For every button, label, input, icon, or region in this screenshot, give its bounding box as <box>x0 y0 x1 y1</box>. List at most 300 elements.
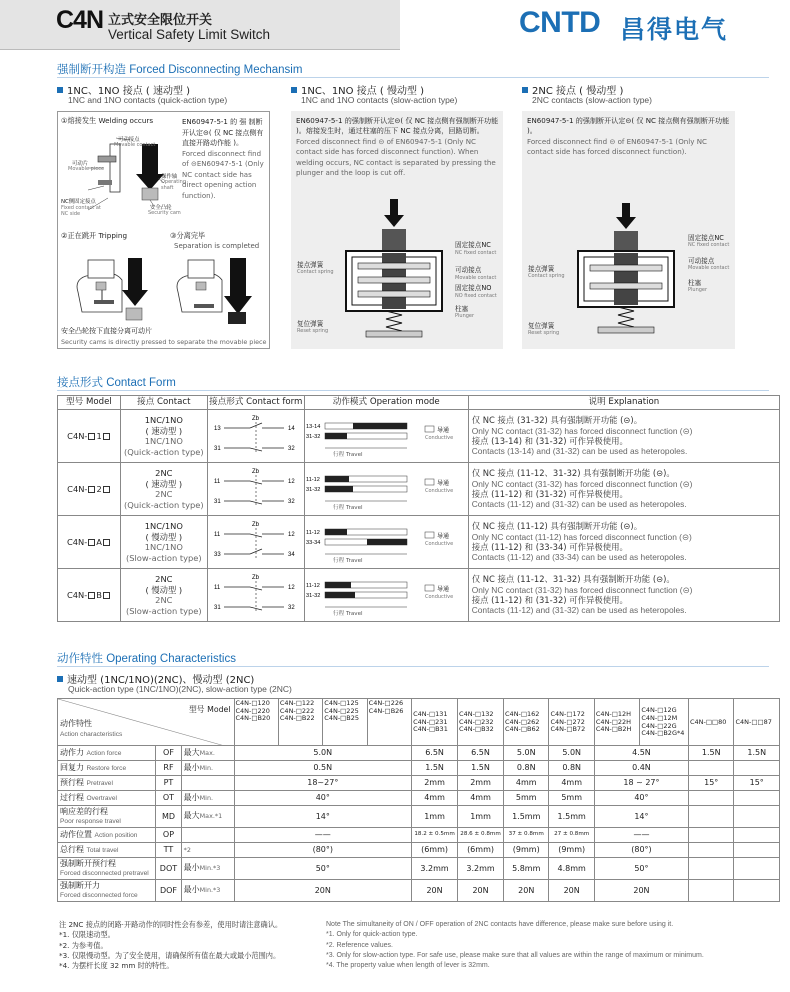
model-code: C4N-□□80 <box>690 717 727 726</box>
checkbox-icon <box>88 539 95 546</box>
limit-cn: 最小 <box>183 885 200 895</box>
header-corner <box>58 699 235 746</box>
operation-mode-cell <box>304 516 468 569</box>
model-code: C4N-□B72 <box>550 725 586 734</box>
operation-mode-chart <box>305 570 467 620</box>
value-cell: 20N <box>458 880 504 902</box>
contact-line: 1NC/1NO <box>144 415 183 425</box>
model-group-header <box>549 699 594 746</box>
char-cn: 动作位置 <box>60 829 92 839</box>
model-group-header <box>234 699 412 746</box>
limit-en: Min. <box>199 793 214 802</box>
col2-title: 1NC、1NO 接点 ( 慢动型 ) <box>291 82 424 97</box>
model-code: C4N-□232 <box>459 717 494 726</box>
explanation-line: Contacts (11-12) and (31-32) can be used as heteropoles. <box>471 605 687 616</box>
value-cell: 50° <box>594 858 688 880</box>
terminal-label: 14 <box>287 426 295 432</box>
characteristic-name <box>58 858 156 880</box>
operation-mode-cell <box>304 410 468 463</box>
value-cell: 3.2mm <box>412 858 458 880</box>
slow-action-1nc1no-diagram <box>336 199 456 347</box>
limit-cell <box>181 858 234 880</box>
label-shaft: 操作轴 <box>161 174 178 180</box>
model-code: C4N-□12G <box>641 706 677 715</box>
terminal-label: 34 <box>287 552 295 558</box>
value-cell: 6.5N <box>412 746 458 761</box>
col-header: 说明 Explanation <box>468 396 779 410</box>
explanation-line: Contacts (13-14) and (31-32) can be used as heteropoles. <box>471 446 688 457</box>
checkbox-icon <box>88 433 95 440</box>
table-row <box>58 410 780 463</box>
operation-mode-chart <box>305 517 467 567</box>
char-label-en: Action characteristics <box>60 731 123 738</box>
table-row <box>58 761 780 776</box>
legend-swatch <box>425 532 434 538</box>
model-code: C4N-□B31 <box>413 725 448 734</box>
model-code: C4N-□22G <box>641 721 677 730</box>
note-line: *4. 为摆杆长度 32 mm 时的特性。 <box>59 961 174 971</box>
checkbox-icon <box>88 486 95 493</box>
model-group <box>368 699 411 745</box>
operation-pair-label: 11-12 <box>305 530 320 536</box>
model-group <box>235 699 279 745</box>
c2-label-plunger: 柱塞 <box>455 305 469 313</box>
contact-symbol <box>210 520 302 564</box>
table-row <box>58 828 780 843</box>
char-cn: 预行程 <box>60 777 84 787</box>
notes-cn <box>59 920 319 971</box>
c3-label-movable: 可动接点 <box>688 257 715 265</box>
travel-label: 行程 Travel <box>332 505 363 511</box>
char-code: DOF <box>156 880 181 902</box>
model-prefix: C4N- <box>67 483 88 494</box>
explanation-cell <box>468 463 779 516</box>
value-cell: 20N <box>412 880 458 902</box>
contact-symbol <box>210 414 302 458</box>
limit-cn: 最大 <box>183 747 200 757</box>
value-cell <box>689 806 734 828</box>
terminal-label: Zb <box>251 416 259 422</box>
explanation-line: Contacts (11-12) and (31-32) can be used as heteropoles. <box>471 499 687 510</box>
terminal-label: 11 <box>213 479 220 485</box>
contact-cell <box>120 569 207 622</box>
model-prefix: C4N- <box>67 430 88 441</box>
checkbox-icon <box>88 592 95 599</box>
value-cell: 1mm <box>412 806 458 828</box>
label-movable-contact-en: Movable contact <box>114 142 156 148</box>
model-code: C4N-□225 <box>324 706 359 715</box>
char-code: DOT <box>156 858 181 880</box>
model-digit: 1 <box>96 430 102 441</box>
legend-label-en: Conductive <box>424 435 453 441</box>
explanation-line: Contacts (11-12) and (33-34) can be used as heteropoles. <box>471 552 687 563</box>
contact-line: 2NC <box>155 595 173 605</box>
step3-label: ③分离完毕 <box>170 231 206 240</box>
value-cell: (6mm) <box>458 843 504 858</box>
value-cell: 0.8N <box>549 761 594 776</box>
char-cn: 总行程 <box>60 844 84 854</box>
value-cell: 1.5N <box>734 746 780 761</box>
value-cell: 0.8N <box>504 761 549 776</box>
model-code: C4N-□B25 <box>324 714 360 723</box>
title-cn: 立式安全限位开关 <box>108 13 213 28</box>
operation-bar-on <box>325 529 347 535</box>
contact-line: 2NC <box>155 468 173 478</box>
col-header: 型号 Model <box>58 396 121 410</box>
operation-bar-on <box>325 592 355 598</box>
value-cell: 5mm <box>504 791 549 806</box>
model-cell <box>58 463 121 516</box>
contact-form-table <box>57 395 780 622</box>
limit-cn: 最小 <box>183 792 200 802</box>
c2-label-spring: 接点弹簧 <box>297 261 324 269</box>
value-cell: 50° <box>234 858 412 880</box>
value-cell: 14° <box>594 806 688 828</box>
operation-pair-label: 33-34 <box>305 540 321 546</box>
terminal-label: Zb <box>251 575 259 581</box>
explanation-line: Only NC contact (11-12) has forced disconnect function (⊝) <box>471 531 692 542</box>
model-code: C4N-□B62 <box>505 725 540 734</box>
model-cell <box>58 516 121 569</box>
model-code: C4N-□120 <box>235 699 270 707</box>
col3-title: 2NC 接点 ( 慢动型 ) <box>522 82 623 97</box>
value-cell: 6.5N <box>458 746 504 761</box>
operation-pair-label: 31-32 <box>305 434 321 440</box>
model-code: C4N-□131 <box>413 710 448 719</box>
slow-action-diagram-panel <box>291 111 503 349</box>
char-en: Forced disconnected force <box>60 891 138 899</box>
value-cell: 20N <box>594 880 688 902</box>
value-cell <box>734 858 780 880</box>
terminal-label: 12 <box>287 585 295 591</box>
terminal-label: 31 <box>213 499 221 505</box>
limit-cell <box>181 828 234 843</box>
terminal-label: 32 <box>287 499 295 505</box>
model-code: C4N-□272 <box>550 717 585 726</box>
model-group <box>279 699 323 745</box>
limit-cell <box>181 776 234 791</box>
contact-line: ( 速动型 ) <box>145 478 183 489</box>
char-en: Action position <box>94 831 138 839</box>
step3-label-en: Separation is completed <box>174 242 260 250</box>
char-code: OF <box>156 746 181 761</box>
model-cell <box>58 410 121 463</box>
c3-label-nc-en: NC fixed contact <box>688 242 730 248</box>
title-en: Vertical Safety Limit Switch <box>108 27 271 42</box>
value-cell: 5.0N <box>504 746 549 761</box>
note-line: *4. The property value when length of lever is 32mm. <box>326 962 490 970</box>
table-row <box>58 806 780 828</box>
limit-cn: 最小 <box>183 863 200 873</box>
operation-mode-chart <box>305 411 467 461</box>
model-code: C4N-□262 <box>505 717 540 726</box>
value-cell: (80°) <box>234 843 412 858</box>
c2-label-no: 固定接点NO <box>455 284 492 292</box>
table-header-row <box>58 699 780 746</box>
model-code: C4N-□222 <box>279 706 315 715</box>
c2-label-nc-en: NC fixed contact <box>455 250 497 256</box>
c3-label-spring-en: Contact spring <box>528 273 565 279</box>
label-movable-piece: 可动片 <box>72 161 89 167</box>
value-cell <box>689 828 734 843</box>
contact-cell <box>120 516 207 569</box>
terminal-label: 32 <box>287 446 295 452</box>
char-en: Poor response travel <box>60 817 121 825</box>
model-code: C4N <box>56 6 104 34</box>
terminal-label: Zb <box>251 469 259 475</box>
char-cn: 动作力 <box>60 747 84 757</box>
value-cell <box>689 843 734 858</box>
model-digit: A <box>96 536 102 547</box>
operation-bar-on <box>325 433 347 439</box>
table-row <box>58 791 780 806</box>
limit-cn: 最小 <box>183 762 200 772</box>
value-cell: 4mm <box>412 791 458 806</box>
value-cell: (6mm) <box>412 843 458 858</box>
char-cn: 回复力 <box>60 762 84 772</box>
explanation-cell <box>468 569 779 622</box>
characteristic-name <box>58 828 156 843</box>
value-cell: —— <box>594 828 688 843</box>
terminal-label: 11 <box>213 532 220 538</box>
note-line: 注 2NC 接点的闭路·开路动作的同时性会有参差，使用时请注意确认。 <box>59 920 283 929</box>
col1-text: EN60947-5-1 的 强 制断开认定⊝( 仅 NC 接点侧有直接开路动作能 )。 Forced disconnect find of ⊝EN60947-5-1 (Only NC contact side has direct opening action function). <box>182 118 264 200</box>
contact-cell <box>120 410 207 463</box>
table-row <box>58 776 780 791</box>
col3-text: EN60947-5-1 的强制断开认定⊝( 仅 NC 接点侧有强制断开功能 )。 Forced disconnect find ⊝ of EN60947-5-1 (Only NC contact side has forced disconnect function). <box>527 116 730 157</box>
operation-bar-on <box>367 539 407 545</box>
value-cell: 0.4N <box>594 761 688 776</box>
c3-label-movable-en: Movable contact <box>688 265 730 271</box>
travel-label: 行程 Travel <box>332 452 363 458</box>
char-en: Forced disconnected pretravel <box>60 869 149 877</box>
contact-line: (Quick-action type) <box>124 499 204 510</box>
char-en: Action force <box>86 749 122 757</box>
table-row <box>58 880 780 902</box>
legend-label: 导通 <box>436 533 449 540</box>
value-cell: 1mm <box>458 806 504 828</box>
model-code: C4N-□B26 <box>368 706 404 715</box>
limit-cell <box>181 791 234 806</box>
value-cell: 1.5mm <box>549 806 594 828</box>
col2-text: EN60947-5-1 的强制断开认定⊝( 仅 NC 接点侧有强制断开功能 )。熔接发生时，通过柱塞的压下 NC 接点分离，回路切断。 Forced disconnect find ⊝ of EN60947-5-1 (Only NC contact side has forced disconnect function). When welding occurs, NC contact is separated by pressing the plunger and the loop is cut off. <box>296 116 499 178</box>
value-cell: —— <box>234 828 412 843</box>
model-code: C4N-□220 <box>235 706 270 715</box>
char-cn: 强制断开预行程 <box>60 858 116 868</box>
characteristic-name <box>58 843 156 858</box>
brand-logo: CNTD <box>519 6 601 39</box>
legend-swatch <box>425 426 434 432</box>
step2-label: ②正在跳开 Tripping <box>61 231 128 240</box>
model-code: C4N-□226 <box>368 699 404 707</box>
operation-bar-on <box>325 582 351 588</box>
characteristic-name <box>58 806 156 828</box>
note-line: *2. Reference values. <box>326 941 393 949</box>
value-cell: 4mm <box>549 776 594 791</box>
value-cell: 15° <box>734 776 780 791</box>
char-en: Overtravel <box>86 794 117 802</box>
col-header: 动作模式 Operation mode <box>304 396 468 410</box>
explanation-line: 接点 (11-12) 和 (31-32) 可作异极使用。 <box>471 595 628 605</box>
value-cell: (9mm) <box>549 843 594 858</box>
terminal-label: Zb <box>251 522 259 528</box>
table-row <box>58 463 780 516</box>
c2-label-reset: 复位弹簧 <box>297 320 324 328</box>
model-digit: 2 <box>96 483 102 494</box>
foot-en: Security cams is directly pressed to separate the movable piece <box>61 338 267 346</box>
terminal-label: 31 <box>213 605 221 611</box>
col3-title-en: 2NC contacts (slow-action type) <box>532 95 652 105</box>
contact-line: ( 慢动型 ) <box>145 584 183 595</box>
operation-bar-on <box>325 476 349 482</box>
limit-cell <box>181 843 234 858</box>
value-cell <box>734 880 780 902</box>
explanation-line: 仅 NC 接点 (11-12) 具有强制断开功能 (⊝)。 <box>471 521 643 532</box>
terminal-label: 33 <box>213 552 221 558</box>
char-code: TT <box>156 843 181 858</box>
value-cell: 40° <box>234 791 412 806</box>
model-code: C4N-□231 <box>413 717 448 726</box>
char-en: Pretravel <box>86 779 113 787</box>
table-row <box>58 858 780 880</box>
explanation-line: 仅 NC 接点 (11-12、31-32) 具有强制断开功能 (⊝)。 <box>471 468 675 479</box>
table-header-row <box>58 396 780 410</box>
model-cell <box>58 569 121 622</box>
c3-label-plunger: 柱塞 <box>688 279 702 287</box>
model-group-header <box>640 699 689 746</box>
legend-swatch <box>425 479 434 485</box>
char-en: Total travel <box>86 846 119 854</box>
limit-cell <box>181 746 234 761</box>
table-row <box>58 746 780 761</box>
model-group-header <box>734 699 780 746</box>
contact-line: (Slow-action type) <box>126 552 202 563</box>
operation-mode-cell <box>304 569 468 622</box>
model-code: C4N-□□87 <box>735 717 772 726</box>
section-title-contact: 接点形式 Contact Form <box>57 375 176 389</box>
terminal-label: 11 <box>213 585 220 591</box>
terminal-label: 12 <box>287 479 295 485</box>
explanation-line: 仅 NC 接点 (11-12、31-32) 具有强制断开功能 (⊝)。 <box>471 574 675 585</box>
col2-title-en: 1NC and 1NO contacts (slow-action type) <box>301 95 458 105</box>
terminal-label: 32 <box>287 605 295 611</box>
page-header <box>0 0 790 50</box>
travel-label: 行程 Travel <box>332 558 363 564</box>
legend-label: 导通 <box>436 586 449 593</box>
table-row <box>58 569 780 622</box>
col-header: 接点 Contact <box>120 396 207 410</box>
c2-label-reset-en: Reset spring <box>297 328 329 334</box>
value-cell: 4mm <box>504 776 549 791</box>
limit-en: *2 <box>183 845 191 854</box>
contact-line: ( 慢动型 ) <box>145 531 183 542</box>
characteristic-name <box>58 880 156 902</box>
label-nc-fixed: NC侧固定接点 <box>61 199 96 205</box>
value-cell: 18~27° <box>234 776 412 791</box>
model-code: C4N-□122 <box>279 699 315 707</box>
terminal-label: 13 <box>213 426 221 432</box>
model-code: C4N-□B32 <box>459 725 494 734</box>
value-cell: 2mm <box>412 776 458 791</box>
contact-symbol <box>210 467 302 511</box>
tripping-diagram <box>66 252 262 327</box>
value-cell: 18.2 ± 0.5mm <box>412 828 458 843</box>
value-cell: 1.5N <box>689 746 734 761</box>
section-title-operating: 动作特性 Operating Characteristics <box>57 651 236 665</box>
model-label: 型号 Model <box>189 705 231 714</box>
operation-pair-label: 31-32 <box>305 487 321 493</box>
contact-line: (Slow-action type) <box>126 605 202 616</box>
char-cn: 响应差的行程 <box>60 806 108 816</box>
value-cell <box>689 880 734 902</box>
char-code: OT <box>156 791 181 806</box>
characteristic-name <box>58 746 156 761</box>
limit-en: Min.*3 <box>199 864 221 873</box>
value-cell: 3.2mm <box>458 858 504 880</box>
char-en: Restore force <box>86 764 127 772</box>
col-header: 接点形式 Contact form <box>207 396 304 410</box>
operating-sub: 速动型 (1NC/1NO)(2NC)、慢动型 (2NC) <box>57 671 254 686</box>
contact-form-cell <box>207 516 304 569</box>
operating-characteristics-table <box>57 698 780 902</box>
char-code: OP <box>156 828 181 843</box>
model-code: C4N-□12H <box>595 710 632 719</box>
value-cell: 20N <box>234 880 412 902</box>
char-cn: 强制断开力 <box>60 880 100 890</box>
model-code: C4N-□172 <box>550 710 585 719</box>
model-code: C4N-□162 <box>505 710 540 719</box>
legend-label: 导通 <box>436 480 449 487</box>
label-cam-en: Security cam <box>148 210 181 216</box>
value-cell: (9mm) <box>504 843 549 858</box>
c2-label-nc: 固定接点NC <box>455 241 491 249</box>
operation-pair-label: 11-12 <box>305 477 320 483</box>
label-nc-fixed-en: Fixed contact at NC side <box>61 205 101 217</box>
model-code: C4N-□12M <box>641 713 678 722</box>
value-cell: 37 ± 0.8mm <box>504 828 549 843</box>
value-cell: 18 ~ 27° <box>594 776 688 791</box>
note-line: *1. Only for quick-action type. <box>326 931 418 939</box>
model-prefix: C4N- <box>66 589 88 600</box>
explanation-line: 仅 NC 接点 (31-32) 具有强制断开功能 (⊝)。 <box>471 415 643 426</box>
value-cell <box>734 843 780 858</box>
operating-sub-en: Quick-action type (1NC/1NO)(2NC), slow-action type (2NC) <box>68 684 292 694</box>
slow-action-2nc-diagram-panel <box>522 111 735 349</box>
explanation-cell <box>468 410 779 463</box>
operation-mode-chart <box>305 464 467 514</box>
note-line: *2. 为参考值。 <box>59 940 108 950</box>
label-movable-contact: 可动接点 <box>118 137 140 143</box>
value-cell: 20N <box>504 880 549 902</box>
contact-symbol <box>210 573 302 617</box>
operation-bar-on <box>325 486 353 492</box>
c2-label-movable: 可动接点 <box>455 266 482 274</box>
value-cell: 5.8mm <box>504 858 549 880</box>
col1-title-en: 1NC and 1NO contacts (quick-action type) <box>68 95 228 105</box>
char-cn: 过行程 <box>60 792 84 802</box>
section-rule <box>57 77 769 78</box>
operation-pair-label: 11-12 <box>305 583 320 589</box>
contact-line: 2NC <box>155 489 173 499</box>
char-code: MD <box>156 806 181 828</box>
explanation-line: Only NC contact (31-32) has forced disconnect function (⊝) <box>471 584 693 595</box>
model-prefix: C4N- <box>66 536 88 547</box>
model-group-header <box>412 699 458 746</box>
table-row <box>58 516 780 569</box>
note-line: *3. Only for slow-action type. For safe use, please make sure that all values are within the range of maximum or minimum. <box>326 951 704 959</box>
char-code: PT <box>156 776 181 791</box>
value-cell: 15° <box>689 776 734 791</box>
